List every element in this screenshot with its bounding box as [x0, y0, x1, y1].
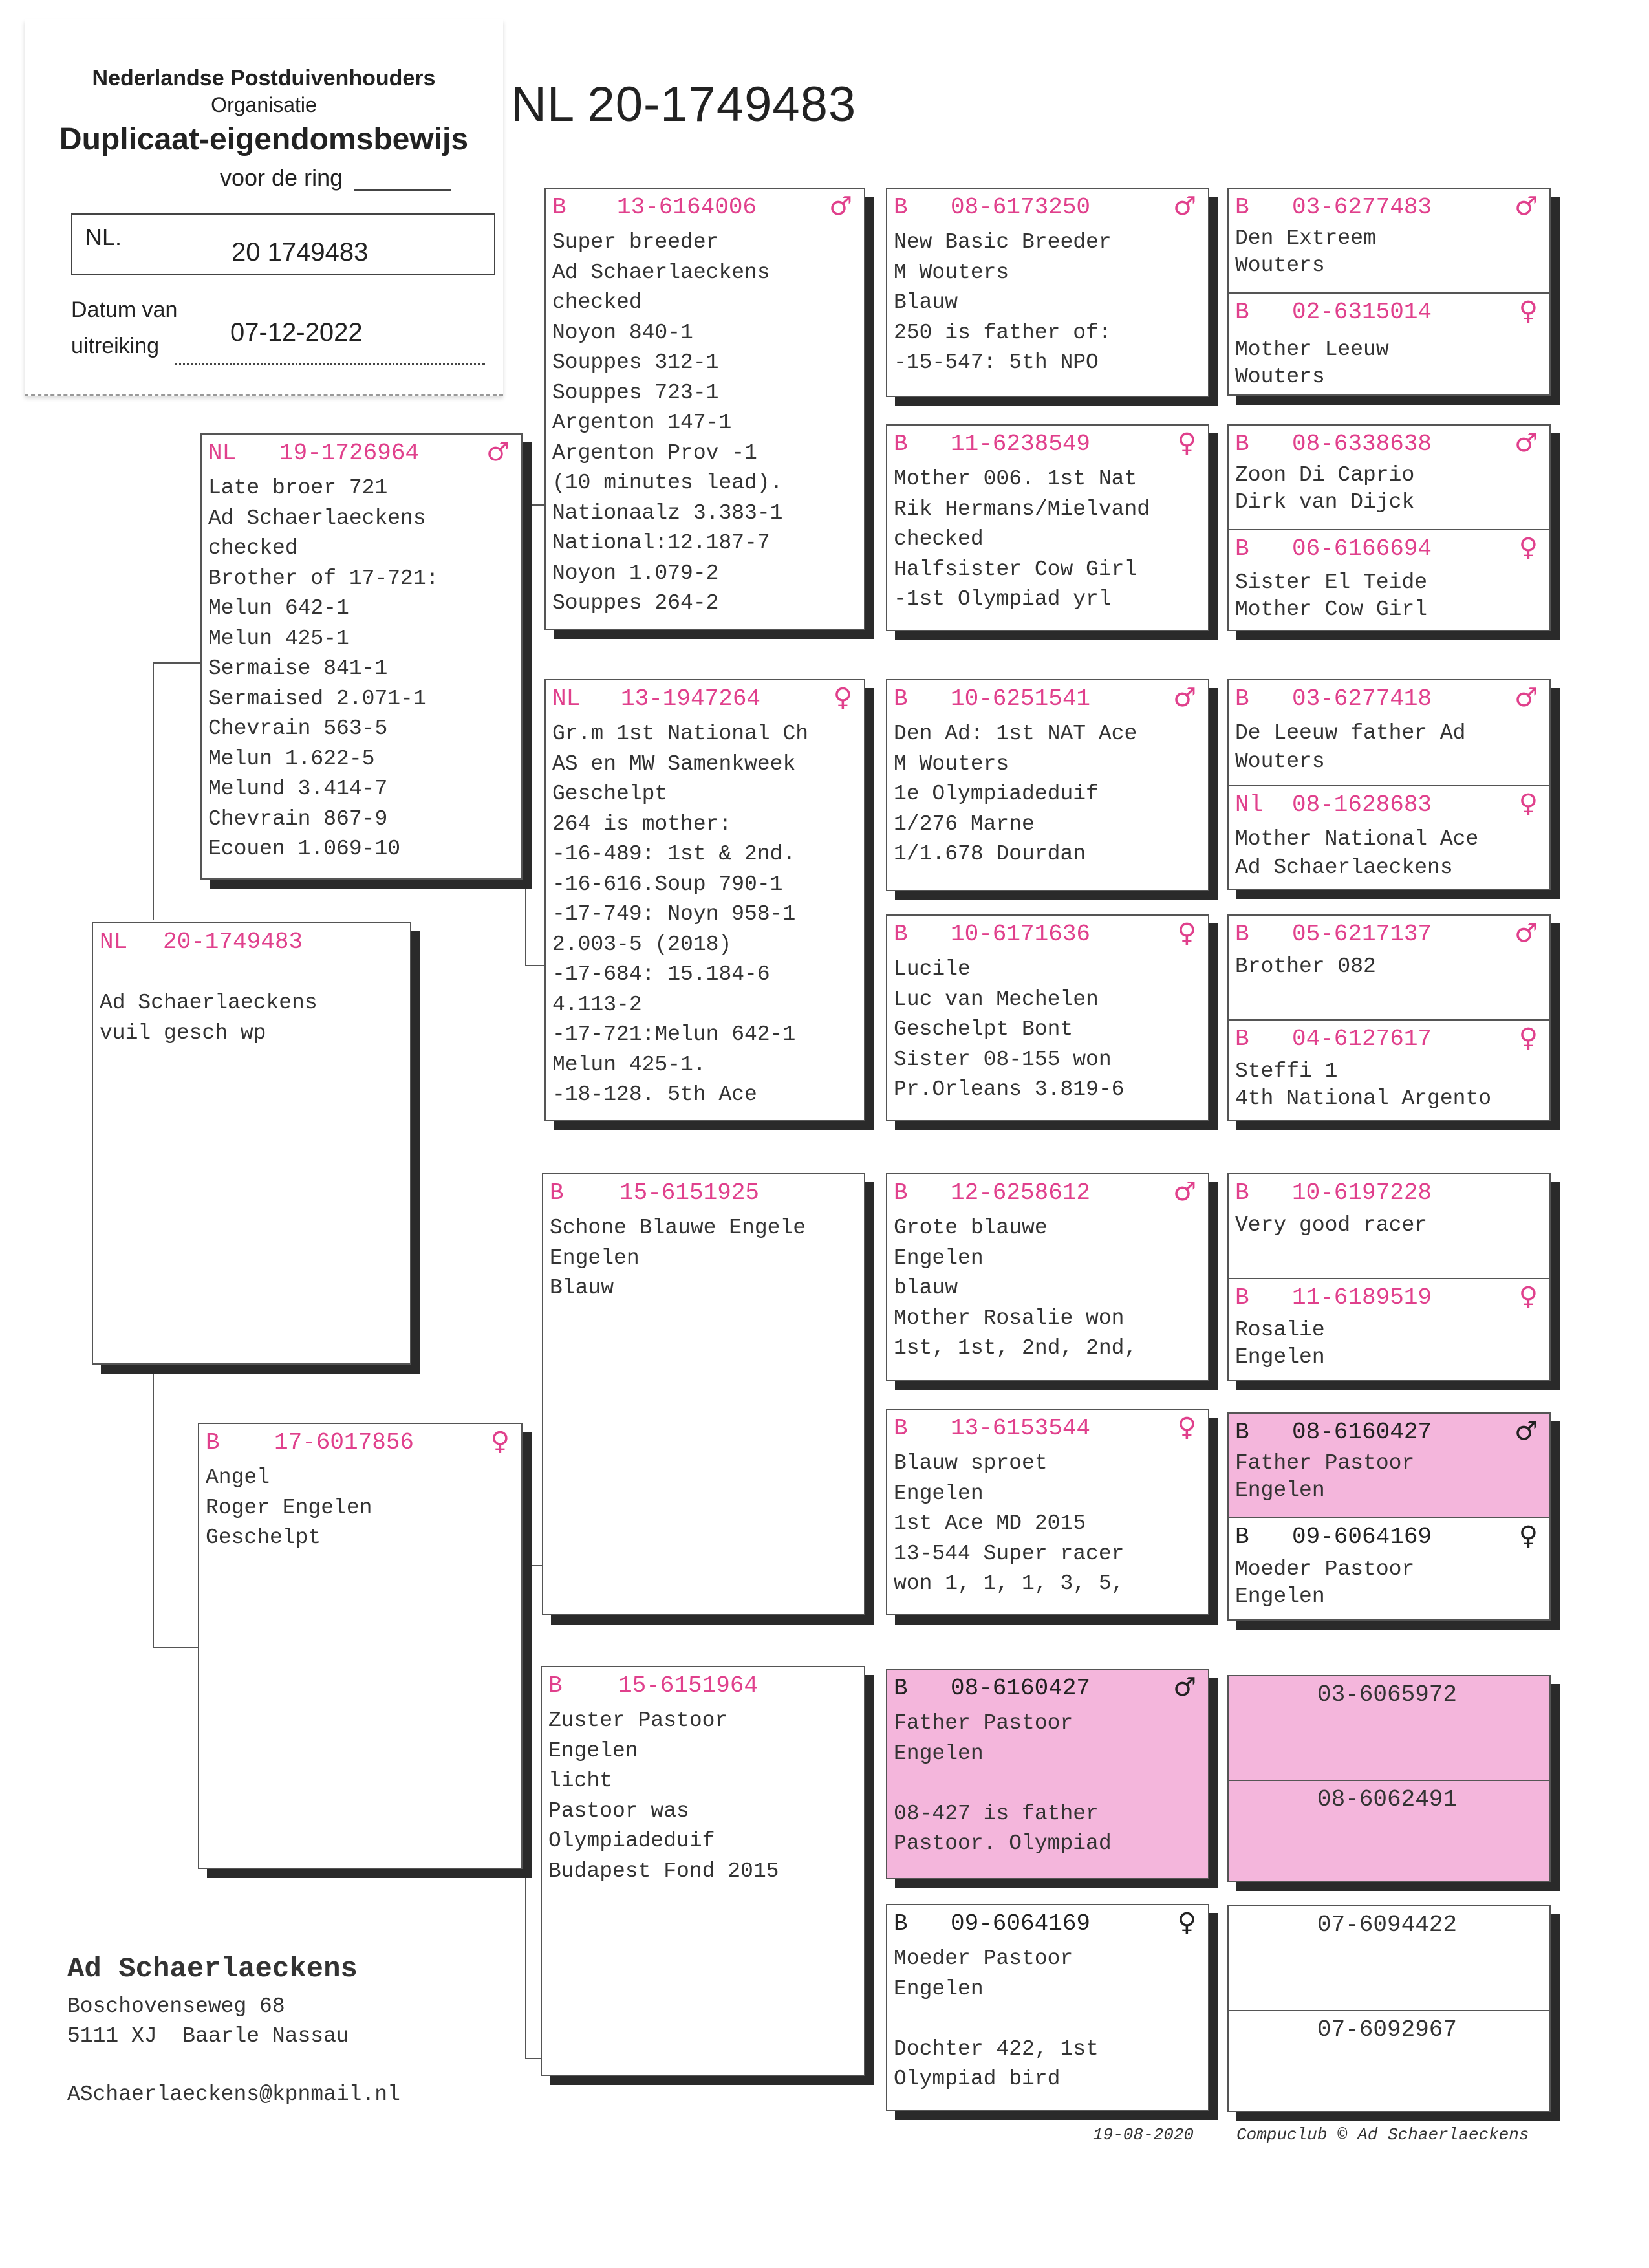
card-text: Zuster Pastoor Engelen licht Pastoor was Olympiadeduif Budapest Fond 2015 [548, 1709, 779, 1883]
card-text: Mother 006. 1st Nat Rik Hermans/Mielvand checked Halfsister Cow Girl -1st Olympiad yrl [894, 467, 1150, 611]
card-header [548, 1671, 854, 1701]
female-icon: ♀ [1177, 1908, 1196, 1938]
country-code: B [894, 1910, 908, 1937]
connector-sire-parents [525, 504, 546, 966]
pigeon-card-gen3-8 [886, 1904, 1209, 2111]
card-header [550, 1178, 854, 1208]
ring-number: 15-6151925 [620, 1180, 760, 1206]
card-text: Father Pastoor Engelen 08-427 is father Pastoor. Olympiad [894, 1711, 1112, 1855]
male-icon: ♂ [1514, 1416, 1538, 1446]
country-code: B [1235, 1524, 1249, 1550]
card-header [1235, 2015, 1539, 2045]
pigeon-card-gen2-4 [541, 1666, 865, 2076]
ring-value: 20 1749483 [232, 238, 369, 266]
female-icon: ♀ [1518, 533, 1538, 563]
male-icon: ♂ [829, 191, 852, 221]
country-code: NL [552, 686, 581, 712]
card-header [1235, 429, 1539, 459]
card-header [552, 193, 854, 222]
card-header [1235, 1910, 1539, 1940]
country-code: B [1235, 1180, 1249, 1206]
date-label-2: uitreiking [71, 334, 160, 358]
pigeon-card-gen3-4 [886, 914, 1209, 1121]
card-text: Zoon Di Caprio Dirk van Dijck [1235, 463, 1415, 514]
pigeon-pair-gen4-5 [1227, 1173, 1551, 1381]
card-header [1235, 193, 1539, 222]
country-code: B [894, 431, 908, 457]
country-code: B [206, 1429, 220, 1456]
card-text: Blauw sproet Engelen 1st Ace MD 2015 13-544 Super racer won 1, 1, 1, 3, 5, [894, 1451, 1125, 1595]
owner-name: Ad Schaerlaeckens [67, 1953, 358, 1985]
card-text: Lucile Luc van Mechelen Geschelpt Bont Sister 08-155 won Pr.Orleans 3.819-6 [894, 957, 1125, 1101]
card-header [1235, 1283, 1539, 1313]
pair-top [1229, 1906, 1549, 2010]
card-text: Late broer 721 Ad Schaerlaeckens checked Brother of 17-721: Melun 642-1 Melun 425-1 Sermaise 841-1 Sermaised 2.071-1 Chevrain 563-5 Melun 1.622-5 Melund 3.414-7 Chevrain 867-9 Ecouen 1.069-10 [208, 476, 439, 861]
ring-field [71, 213, 495, 275]
card-text: Grote blauwe Engelen blauw Mother Rosalie won 1st, 1st, 2nd, 2nd, [894, 1216, 1137, 1360]
card-header [1235, 1522, 1539, 1552]
country-code: B [1235, 1284, 1249, 1311]
card-text: Father Pastoor Engelen [1235, 1451, 1415, 1502]
male-icon: ♂ [1514, 918, 1538, 948]
pigeon-pair-gen4-1 [1227, 188, 1551, 396]
ring-number: 08-1628683 [1292, 792, 1432, 818]
pigeon-card-sire [200, 433, 523, 880]
male-icon: ♂ [1173, 683, 1196, 713]
female-icon: ♀ [1177, 918, 1196, 948]
pair-bottom [1229, 1019, 1549, 1121]
card-header [206, 1428, 511, 1458]
country-code: B [1235, 299, 1249, 325]
male-icon: ♂ [1514, 191, 1538, 221]
ring-number: 08-6173250 [951, 194, 1091, 221]
ring-number: 19-1726964 [279, 440, 420, 466]
country-code: B [1235, 686, 1249, 712]
ring-underline [354, 189, 451, 191]
ring-number: 13-1947264 [621, 686, 761, 712]
ring-number: 08-6160427 [1292, 1419, 1432, 1445]
country-label: NL. [85, 224, 122, 250]
ring-number: 11-6189519 [1292, 1284, 1432, 1311]
ring-number: 10-6171636 [951, 921, 1091, 947]
ring-number: 03-6277483 [1292, 194, 1432, 221]
country-code: B [1235, 1419, 1249, 1445]
female-icon: ♀ [833, 683, 852, 713]
card-header [894, 1414, 1198, 1443]
pigeon-card-gen2-1 [544, 188, 865, 630]
ring-number: 10-6251541 [951, 686, 1091, 712]
card-text: Moeder Pastoor Engelen [1235, 1557, 1415, 1608]
pigeon-card-dam [198, 1423, 523, 1869]
card-header [894, 429, 1198, 459]
female-icon: ♀ [1177, 428, 1196, 458]
country-code: B [1235, 921, 1249, 947]
org-line-2: Organisatie [211, 93, 317, 116]
card-header [552, 684, 854, 714]
pair-top [1229, 426, 1549, 529]
pair-bottom [1229, 1278, 1549, 1381]
ring-number: 08-6338638 [1292, 431, 1432, 457]
ring-number: 06-6166694 [1292, 535, 1432, 562]
footer-credit: Compuclub © Ad Schaerlaeckens [1236, 2125, 1529, 2144]
country-code: B [894, 1675, 908, 1701]
ring-number: 05-6217137 [1292, 921, 1432, 947]
date-dotted-line [175, 363, 485, 365]
male-icon: ♂ [1173, 1177, 1196, 1207]
ring-number: 02-6315014 [1292, 299, 1432, 325]
card-text: Schone Blauwe Engele Engelen Blauw [550, 1216, 806, 1300]
date-label-1: Datum van [71, 297, 178, 322]
owner-city: 5111 XJ Baarle Nassau [67, 2024, 349, 2048]
certificate-title: Duplicaat-eigendomsbewijs [59, 122, 469, 157]
pair-bottom [1229, 1517, 1549, 1621]
card-header [1235, 1024, 1539, 1054]
pigeon-pair-gen4-4 [1227, 914, 1551, 1121]
ring-number: 13-6153544 [951, 1415, 1091, 1442]
ring-number: 20-1749483 [163, 929, 303, 955]
ring-number: 12-6258612 [951, 1180, 1091, 1206]
card-text: Mother National Ace Ad Schaerlaeckens [1235, 827, 1479, 880]
card-header [894, 1674, 1198, 1703]
ring-number: 11-6238549 [951, 431, 1091, 457]
pedigree-title: NL 20-1749483 [511, 77, 857, 132]
pair-top [1229, 189, 1549, 292]
pair-bottom [1229, 785, 1549, 890]
country-code: B [552, 194, 566, 221]
card-text: Gr.m 1st National Ch AS en MW Samenkweek Geschelpt 264 is mother: -16-489: 1st & 2nd. -16-616.Soup 790-1 -17-749: Noyn 958-1 2.003-5 (2018) -17-684: 15.184-6 4.113-2 -17-721:Melun 642-1 Melun 425-1. -18-128. 5th Ace [552, 722, 809, 1107]
pigeon-pair-gen4-3 [1227, 679, 1551, 890]
org-line-1: Nederlandse Postduivenhouders [92, 66, 436, 91]
female-icon: ♀ [490, 1427, 510, 1456]
country-code: NL [100, 929, 128, 955]
ring-number: 08-6160427 [951, 1675, 1091, 1701]
certificate-subtitle: voor de ring [220, 164, 343, 191]
pigeon-pair-gen4-6 [1227, 1412, 1551, 1621]
pigeon-pair-gen4-7 [1227, 1675, 1551, 1882]
country-code: B [894, 686, 908, 712]
ring-number: 04-6127617 [1292, 1026, 1432, 1052]
ring-number: 03-6277418 [1292, 686, 1432, 712]
date-value: 07-12-2022 [230, 318, 363, 347]
ring-number: 07-6092967 [1317, 2016, 1458, 2043]
card-text: Angel Roger Engelen Geschelpt [206, 1465, 372, 1550]
male-icon: ♂ [1514, 428, 1538, 458]
card-header [894, 684, 1198, 714]
card-header [894, 1909, 1198, 1939]
card-text: Den Extreem Wouters [1235, 226, 1376, 277]
country-code: B [548, 1672, 563, 1699]
female-icon: ♀ [1177, 1412, 1196, 1442]
country-code: B [894, 1180, 908, 1206]
card-text: Very good racer [1235, 1213, 1428, 1237]
ring-number: 09-6064169 [951, 1910, 1091, 1937]
pigeon-card-subject [92, 922, 411, 1365]
card-text: Brother 082 [1235, 955, 1376, 978]
female-icon: ♀ [1518, 789, 1538, 819]
card-header [1235, 920, 1539, 949]
card-header [894, 920, 1198, 949]
ring-number: 10-6197228 [1292, 1180, 1432, 1206]
country-code: B [1235, 1026, 1249, 1052]
card-header [1235, 684, 1539, 714]
pigeon-pair-gen4-2 [1227, 424, 1551, 631]
pair-top [1229, 1174, 1549, 1278]
pair-top [1229, 916, 1549, 1019]
country-code: B [550, 1180, 564, 1206]
country-code: B [1235, 431, 1249, 457]
country-code: B [894, 1415, 908, 1442]
female-icon: ♀ [1518, 1282, 1538, 1312]
pair-top [1229, 1414, 1549, 1517]
pair-bottom [1229, 1780, 1549, 1882]
card-header [208, 438, 511, 468]
card-header [1235, 1418, 1539, 1447]
country-code: B [894, 921, 908, 947]
pigeon-card-gen3-3 [886, 679, 1209, 891]
card-header [100, 927, 400, 957]
card-text: Super breeder Ad Schaerlaeckens checked Noyon 840-1 Souppes 312-1 Souppes 723-1 Argenton 147-1 Argenton Prov -1 (10 minutes lead). Nationaalz 3.383-1 National:12.187-7 Noyon 1.079-2 Souppes 264-2 [552, 230, 783, 615]
male-icon: ♂ [1173, 1672, 1196, 1702]
pair-bottom [1229, 529, 1549, 631]
pair-bottom [1229, 292, 1549, 396]
pigeon-card-gen3-5 [886, 1173, 1209, 1381]
male-icon: ♂ [1173, 191, 1196, 221]
male-icon: ♂ [1514, 683, 1538, 713]
ring-number: 07-6094422 [1317, 1912, 1458, 1938]
card-text: Den Ad: 1st NAT Ace M Wouters 1e Olympiadeduif 1/276 Marne 1/1.678 Dourdan [894, 722, 1137, 866]
certificate-stamp [25, 19, 503, 396]
ring-number: 17-6017856 [274, 1429, 415, 1456]
card-text: New Basic Breeder M Wouters Blauw 250 is father of: -15-547: 5th NPO [894, 230, 1112, 374]
country-code: B [1235, 194, 1249, 221]
pigeon-card-gen3-7 [886, 1669, 1209, 1879]
owner-email: ASchaerlaeckens@kpnmail.nl [67, 2082, 400, 2106]
card-header [894, 193, 1198, 222]
pigeon-card-gen2-2 [544, 679, 865, 1121]
pigeon-pair-gen4-8 [1227, 1905, 1551, 2112]
female-icon: ♀ [1518, 1023, 1538, 1053]
owner-street: Boschovenseweg 68 [67, 1994, 285, 2018]
connector-dam [153, 1368, 199, 1648]
card-header [1235, 297, 1539, 327]
male-icon: ♂ [486, 437, 510, 467]
ring-number: 15-6151964 [618, 1672, 759, 1699]
card-text: De Leeuw father Ad Wouters [1235, 721, 1466, 773]
card-header [894, 1178, 1198, 1208]
pair-top [1229, 1676, 1549, 1780]
footer-date: 19-08-2020 [1093, 2125, 1194, 2144]
card-header [1235, 1680, 1539, 1710]
country-code: B [1235, 535, 1249, 562]
card-header [1235, 1785, 1539, 1815]
female-icon: ♀ [1518, 1521, 1538, 1551]
ring-number: 03-6065972 [1317, 1681, 1458, 1708]
country-code: Nl [1235, 792, 1264, 818]
card-text: Sister El Teide Mother Cow Girl [1235, 570, 1428, 621]
card-text: Ad Schaerlaeckens vuil gesch wp [100, 991, 318, 1045]
card-text: Mother Leeuw Wouters [1235, 338, 1389, 389]
pair-top [1229, 680, 1549, 785]
ring-number: 08-6062491 [1317, 1786, 1458, 1813]
card-header [1235, 1178, 1539, 1208]
card-text: Rosalie Engelen [1235, 1318, 1325, 1369]
pigeon-card-gen3-2 [886, 424, 1209, 631]
pigeon-card-gen3-6 [886, 1409, 1209, 1615]
pigeon-card-gen2-3 [542, 1173, 865, 1615]
card-header [1235, 790, 1539, 820]
female-icon: ♀ [1518, 296, 1538, 326]
pigeon-card-gen3-1 [886, 188, 1209, 397]
card-header [1235, 534, 1539, 564]
country-code: NL [208, 440, 237, 466]
pair-bottom [1229, 2010, 1549, 2112]
country-code: B [894, 194, 908, 221]
ring-number: 13-6164006 [617, 194, 757, 221]
ring-number: 09-6064169 [1292, 1524, 1432, 1550]
card-text: Steffi 1 4th National Argento [1235, 1059, 1492, 1110]
card-text: Moeder Pastoor Engelen Dochter 422, 1st Olympiad bird [894, 1947, 1099, 2091]
